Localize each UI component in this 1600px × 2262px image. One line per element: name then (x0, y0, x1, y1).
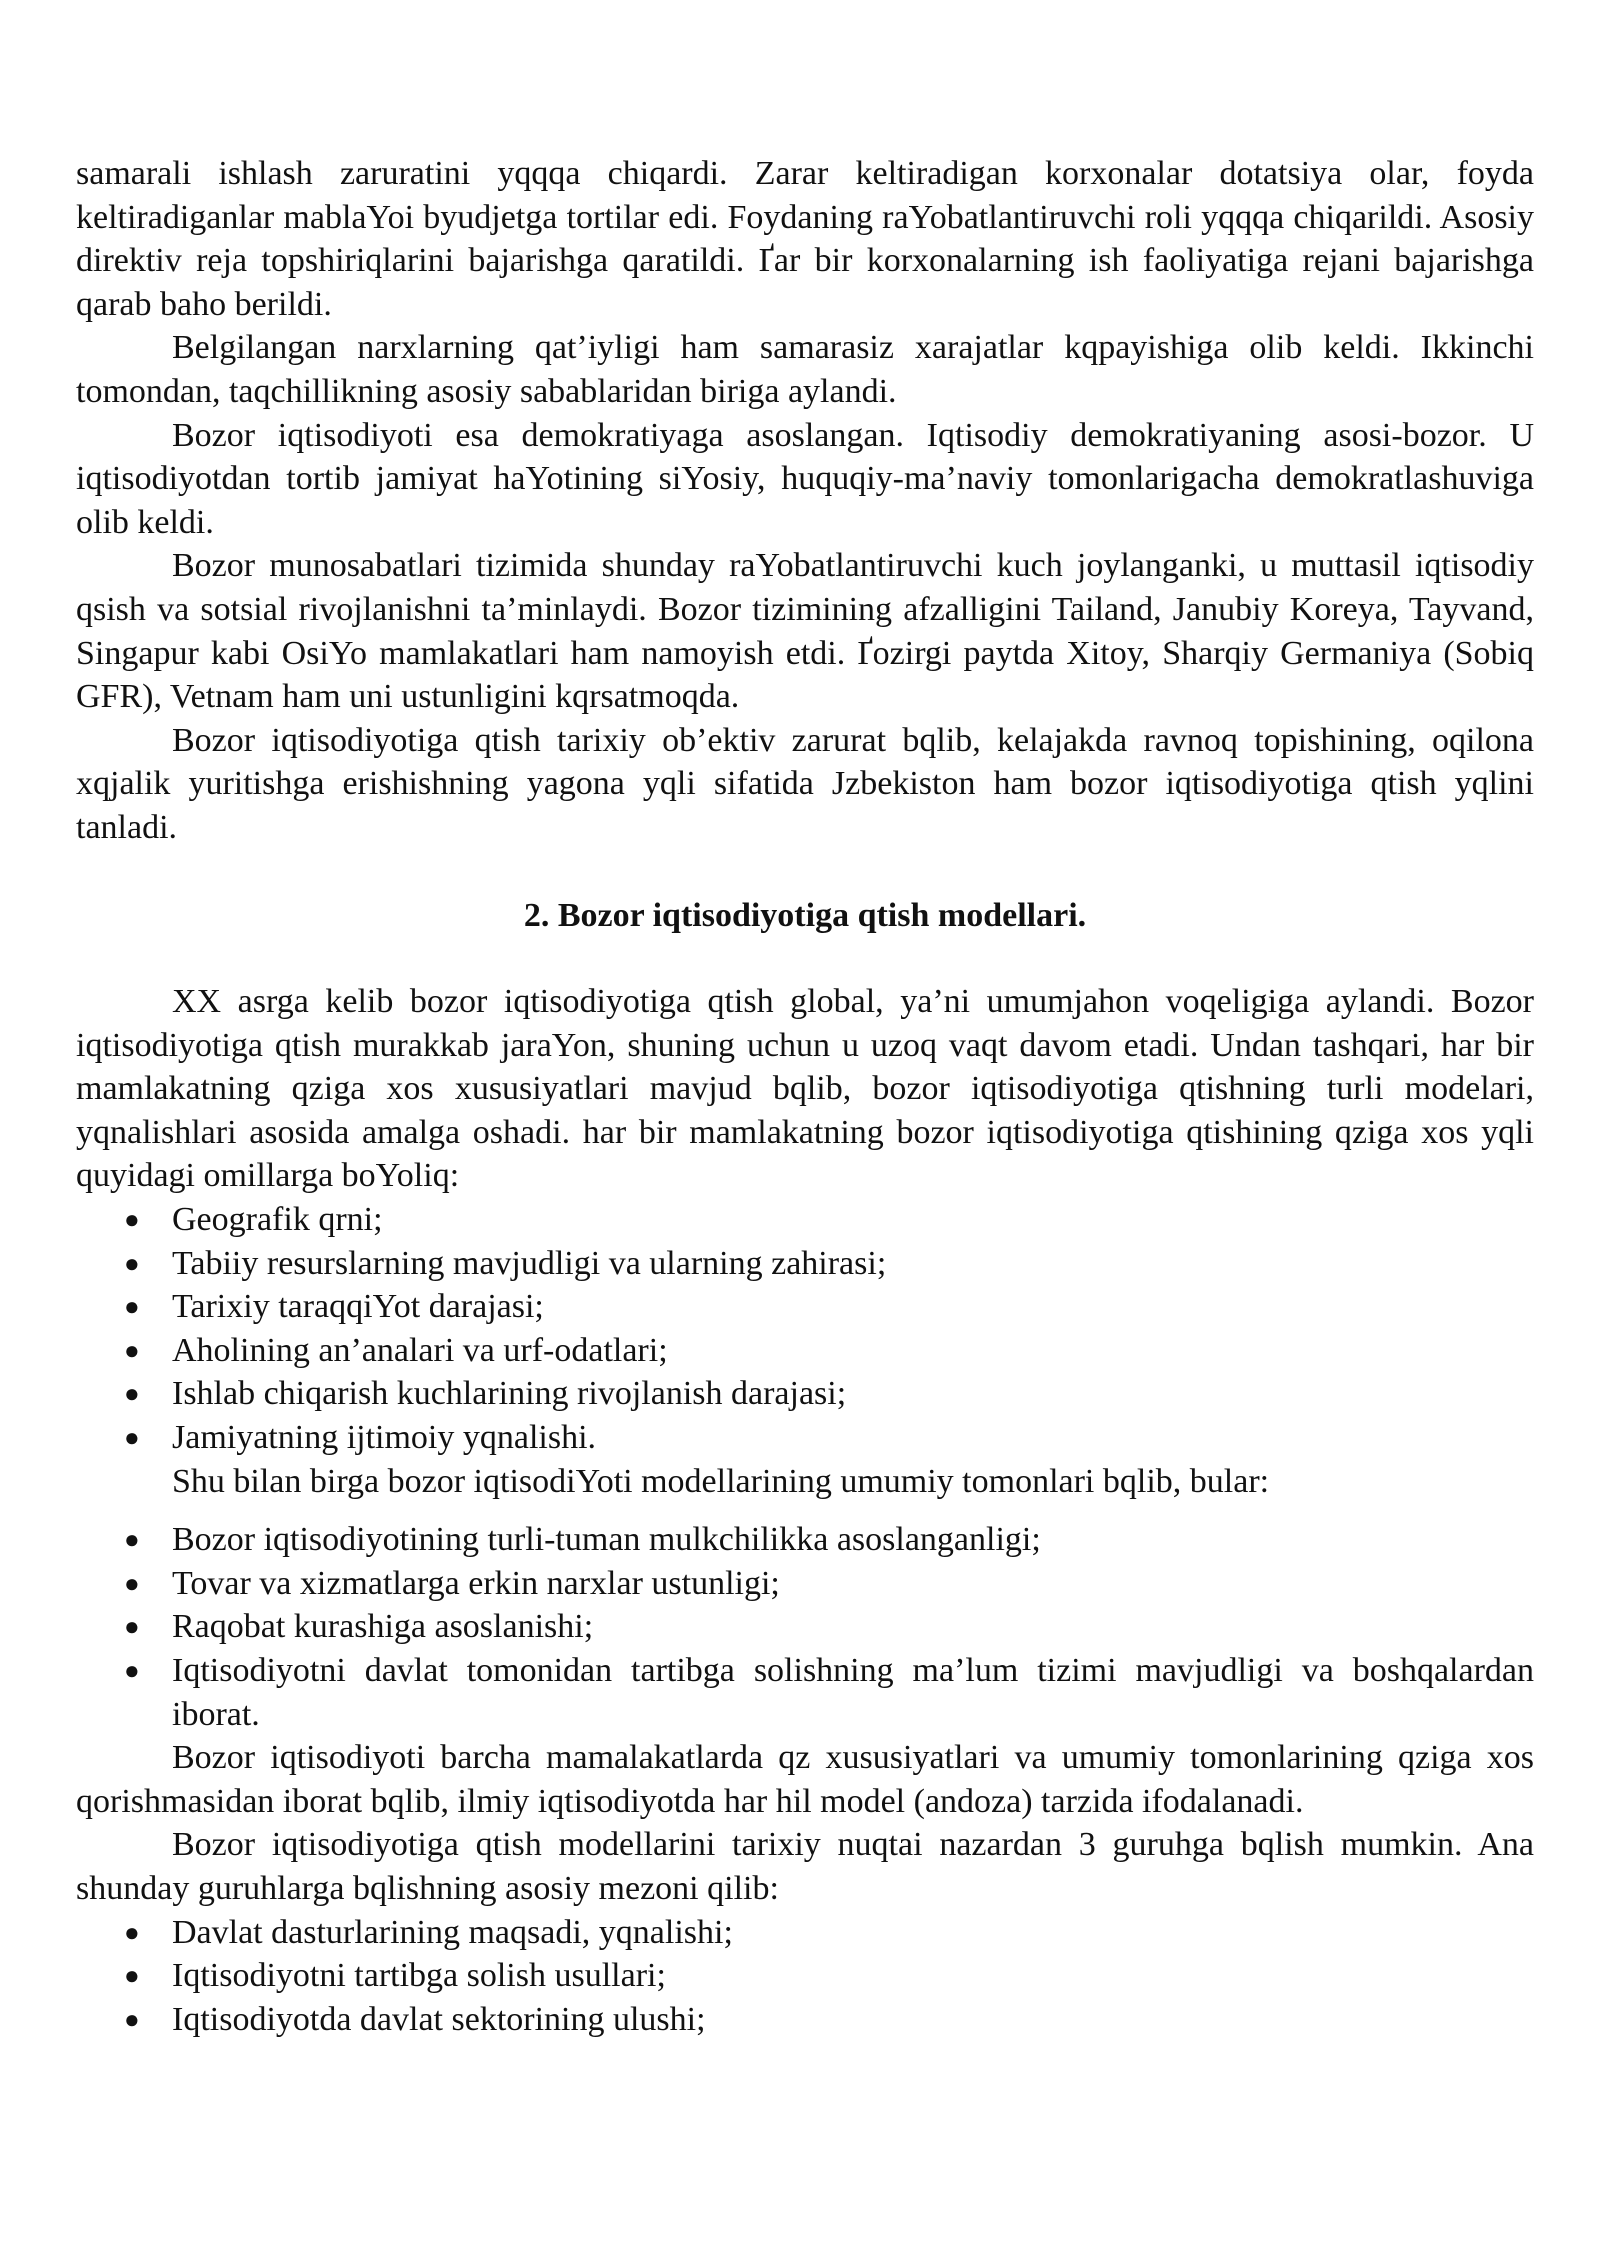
bullet-icon: ● (124, 1961, 140, 1991)
bullet-icon: ● (124, 1612, 140, 1642)
paragraph-intro-1: samarali ishlash zaruratini yqqqa chiqardi. Zarar keltiradigan korxonalar dotatsiya olar, foyda keltiradiganlar mablaYoi byudjetga tortilar edi. Foydaning raYobatlantiruvchi roli yqqqa chiqarildi. Asosiy direktiv reja topshiriqlarini bajarishga qaratildi. Ґar bir korxonalarning ish faoliyatiga rejani bajarishga qarab baho berildi. (76, 155, 1534, 323)
paragraph-common: Shu bilan birga bozor iqtisodiYoti modellarining umumiy tomonlari bqlib, bular: (172, 1462, 1270, 1500)
spacer (76, 850, 1534, 894)
paragraph-models: XX asrga kelib bozor iqtisodiyotiga qtish global, ya’ni umumjahon voqeligiga aylandi. Bozor iqtisodiyotiga qtish murakkab jaraYon, shuning uchun u uzoq vaqt davom etadi. Undan tashqari, har bir mamlakatning qziga xos xususiyatlari mavjud bqlib, bozor iqtisodiyotiga qtishning turli modelari, yqnalishlari asosida amalga oshadi. har bir mamlakatning bozor iqtisodiyotiga qtishining qziga xos yqli quyidagi omillarga boYoliq: (76, 983, 1534, 1195)
list-item: ● Iqtisodiyotda davlat sektorining ulushi; (76, 1998, 1534, 2042)
bullet-icon: ● (124, 1917, 140, 1947)
bullet-icon: ● (124, 2004, 140, 2034)
list-item: ● Aholining an’analari va urf-odatlari; (76, 1329, 1534, 1373)
paragraph-intro-4: Bozor munosabatlari tizimida shunday raYobatlantiruvchi kuch joylanganki, u muttasil iqtisodiy qsish va sotsial rivojlanishni ta’minlaydi. Bozor tizimining afzalligini Tailand, Janubiy Koreya, Tayvand, Singapur kabi OsiYo mamlakatlari ham namoyish etdi. Ґozirgi paytda Xitoy, Sharqiy Germaniya (Sobiq GFR), Vetnam ham uni ustunligini kqrsatmoqda. (76, 547, 1534, 716)
bullet-icon: ● (124, 1379, 140, 1409)
bullet-icon: ● (124, 1525, 140, 1555)
list-item: ● Tarixiy taraqqiYot darajasi; (76, 1285, 1534, 1329)
bullet-icon: ● (124, 1248, 140, 1278)
paragraph-intro-5: Bozor iqtisodiyotiga qtish tarixiy ob’ektiv zarurat bqlib, kelajakda ravnoq topishining, oqilona xqjalik yuritishga erishishning yagona yqli sifatida Jzbekiston ham bozor iqtisodiyotiga qtish yqlini tanladi. (76, 721, 1534, 846)
paragraph-mix: Bozor iqtisodiyoti barcha mamalakatlarda qz xususiyatlari va umumiy tomonlarining qziga xos qorishmasidan iborat bqlib, ilmiy iqtisodiyotda har hil model (andoza) tarzida ifodalanadi. (76, 1739, 1534, 1820)
list-item: ● Iqtisodiyotni tartibga solish usullari; (76, 1954, 1534, 1998)
list-item: ● Geografik qrni; (76, 1198, 1534, 1242)
document-page (76, 152, 1534, 2041)
bullet-icon: ● (124, 1423, 140, 1453)
list-item: ● Raqobat kurashiga asoslanishi; (76, 1605, 1534, 1649)
list-item: ● Bozor iqtisodiyotining turli-tuman mulkchilikka asoslanganligi; (76, 1518, 1534, 1562)
bullet-icon: ● (124, 1292, 140, 1322)
section-heading: 2. Bozor iqtisodiyotiga qtish modellari. (523, 896, 1087, 934)
bullet-icon: ● (124, 1335, 140, 1365)
spacer (76, 1503, 1534, 1518)
paragraph-intro-3: Bozor iqtisodiyoti esa demokratiyaga asoslangan. Iqtisodiy demokratiyaning asosi-bozor. U iqtisodiyotdan tortib jamiyat haYotining siYosiy, huquqiy-ma’naviy tomonlarigacha demokratlashuviga olib keldi. (76, 416, 1534, 541)
list-item: ● Tovar va xizmatlarga erkin narxlar ustunligi; (76, 1562, 1534, 1606)
list-item: ● Jamiyatning ijtimoiy yqnalishi. (76, 1416, 1534, 1460)
paragraph-intro-2: Belgilangan narxlarning qat’iyligi ham samarasiz xarajatlar kqpayishiga olib keldi. Ikkinchi tomondan, taqchillikning asosiy sabablaridan biriga aylandi. (76, 329, 1534, 410)
paragraph-groups: Bozor iqtisodiyotiga qtish modellarini tarixiy nuqtai nazardan 3 guruhga bqlish mumkin. Ana shunday guruhlarga bqlishning asosiy mezoni qilib: (76, 1826, 1534, 1907)
bullet-icon: ● (124, 1205, 140, 1235)
bullet-icon: ● (124, 1656, 140, 1685)
criteria-list (76, 1911, 1534, 2042)
common-list (76, 1518, 1534, 1736)
list-item: ● Tabiiy resurslarning mavjudligi va ularning zahirasi; (76, 1242, 1534, 1286)
list-item: ● Davlat dasturlarining maqsadi, yqnalishi; (76, 1911, 1534, 1955)
list-item: ● Ishlab chiqarish kuchlarining rivojlanish darajasi; (76, 1372, 1534, 1416)
bullet-icon: ● (124, 1568, 140, 1598)
list-item: ● Iqtisodiyotni davlat tomonidan tartibga solishning ma’lum tizimi mavjudligi va boshqalardan iborat. (76, 1649, 1534, 1736)
spacer (76, 937, 1534, 980)
factors-list (76, 1198, 1534, 1460)
